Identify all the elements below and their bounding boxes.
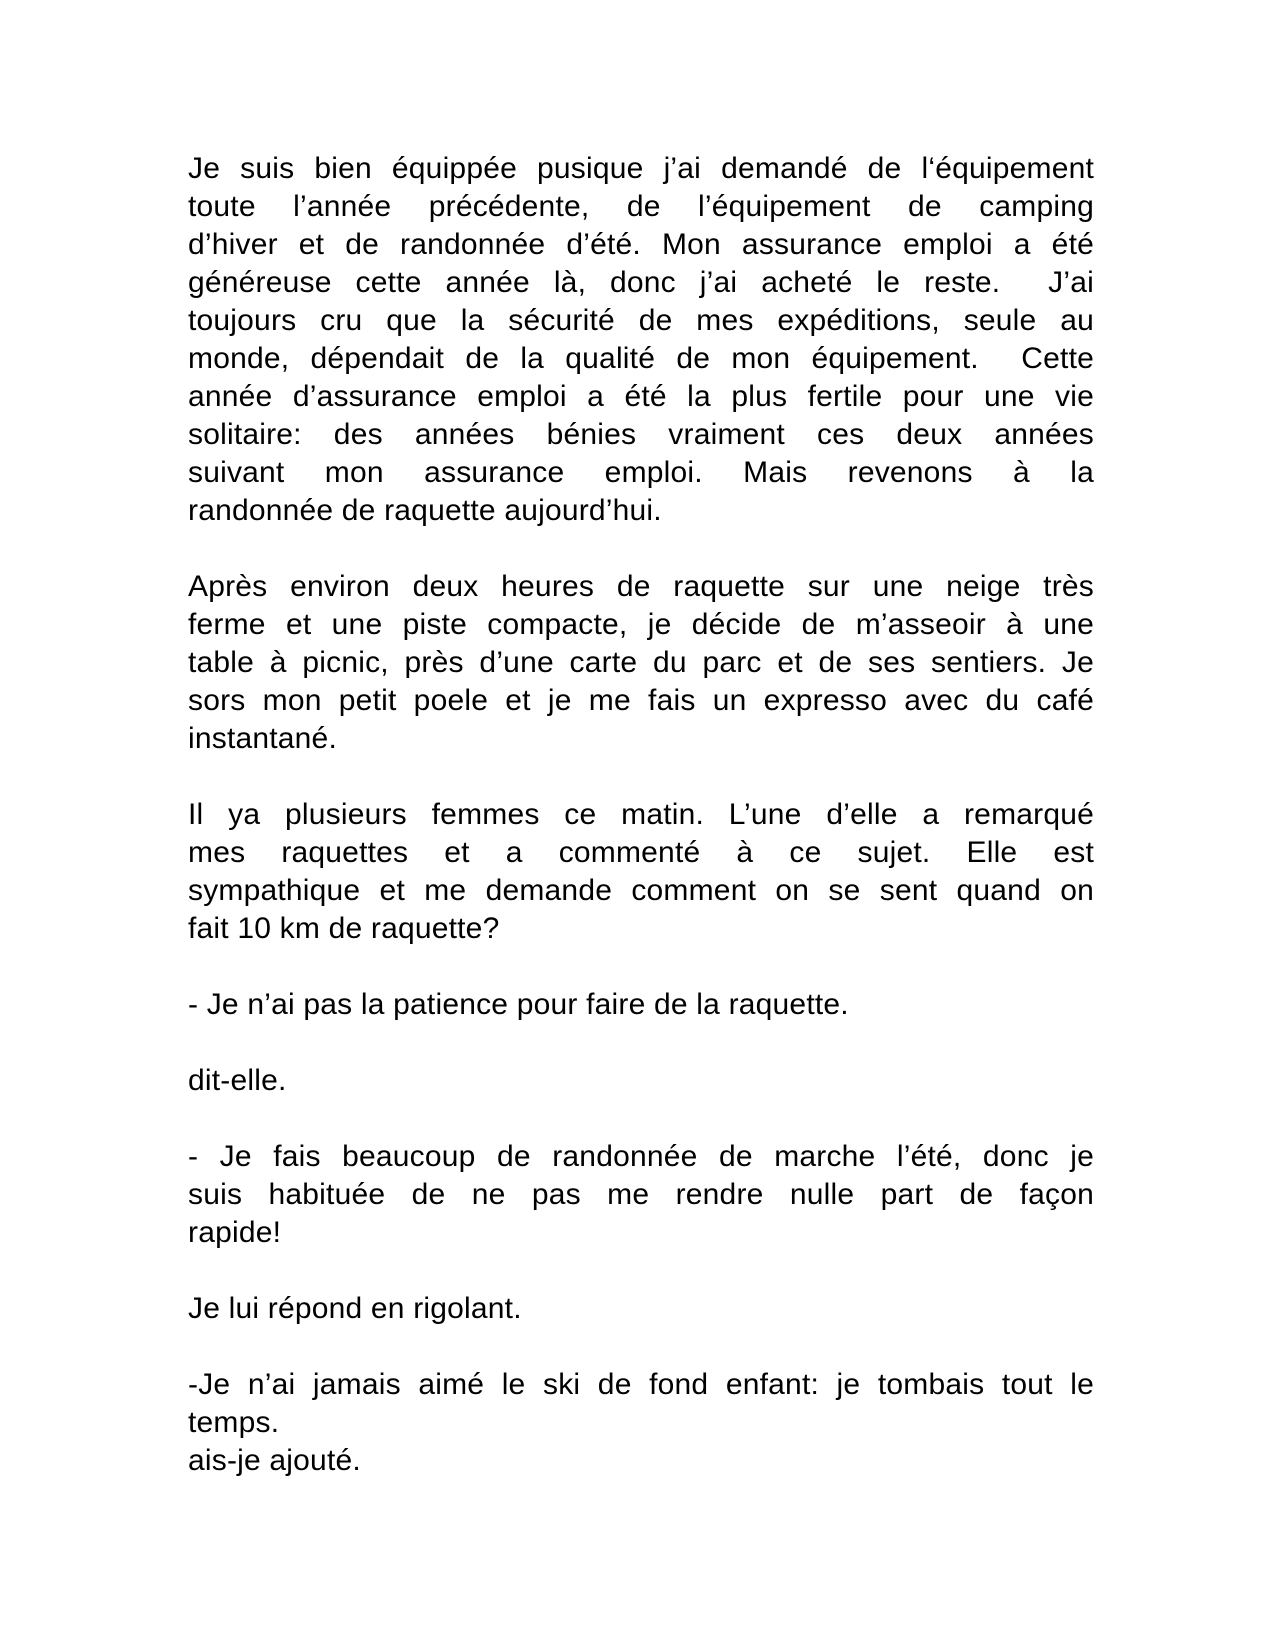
text-line: solitaire: des années bénies vraiment ces deux années (188, 418, 1094, 451)
text-line: - Je n’ai pas la patience pour faire de la raquette. (188, 988, 849, 1021)
text-line: table à picnic, près d’une carte du parc et de ses sentiers. Je (188, 646, 1094, 679)
text-line: dit-elle. (188, 1064, 287, 1097)
text-block (188, 150, 1094, 1480)
text-line: Après environ deux heures de raquette sur une neige très (188, 570, 1094, 603)
paragraph-quote-ski (188, 1366, 1094, 1480)
paragraph-dit-elle (188, 1062, 1094, 1100)
text-line: sors mon petit poele et je me fais un expresso avec du café (188, 684, 1094, 717)
text-line: suis habituée de ne pas me rendre nulle part de façon (188, 1178, 1094, 1211)
text-line: toujours cru que la sécurité de mes expéditions, seule au (188, 304, 1094, 337)
text-line: monde, dépendait de la qualité de mon équipement. Cette (188, 342, 1094, 375)
text-line: fait 10 km de raquette? (188, 912, 500, 945)
text-line: rapide! (188, 1216, 282, 1249)
text-line: Il ya plusieurs femmes ce matin. L’une d’elle a remarqué (188, 798, 1094, 831)
text-line: année d’assurance emploi a été la plus fertile pour une vie (188, 380, 1094, 413)
text-line: généreuse cette année là, donc j’ai acheté le reste. J’ai (188, 266, 1094, 299)
paragraph-snowshoe-break (188, 568, 1094, 758)
paragraph-reply-laughing (188, 1290, 1094, 1328)
text-line: ferme et une piste compacte, je décide de m’asseoir à une (188, 608, 1094, 641)
text-line: -Je n’ai jamais aimé le ski de fond enfant: je tombais tout le (188, 1368, 1094, 1401)
text-line: randonnée de raquette aujourd’hui. (188, 494, 662, 527)
text-line: - Je fais beaucoup de randonnée de marche l’été, donc je (188, 1140, 1094, 1173)
paragraph-equipment (188, 150, 1094, 530)
text-line: ais-je ajouté. (188, 1444, 361, 1477)
text-line: temps. (188, 1406, 280, 1439)
text-line: suivant mon assurance emploi. Mais revenons à la (188, 456, 1094, 489)
text-line: Je suis bien équippée pusique j’ai demandé de l‘équipement (188, 152, 1094, 185)
paragraph-quote-patience (188, 986, 1094, 1024)
text-line: d’hiver et de randonnée d’été. Mon assurance emploi a été (188, 228, 1094, 261)
text-line: mes raquettes et a commenté à ce sujet. Elle est (188, 836, 1094, 869)
paragraph-quote-hiking (188, 1138, 1094, 1252)
text-line: Je lui répond en rigolant. (188, 1292, 522, 1325)
paragraph-women-morning (188, 796, 1094, 948)
text-line: instantané. (188, 722, 337, 755)
text-line: sympathique et me demande comment on se sent quand on (188, 874, 1094, 907)
text-line: toute l’année précédente, de l’équipement de camping (188, 190, 1094, 223)
